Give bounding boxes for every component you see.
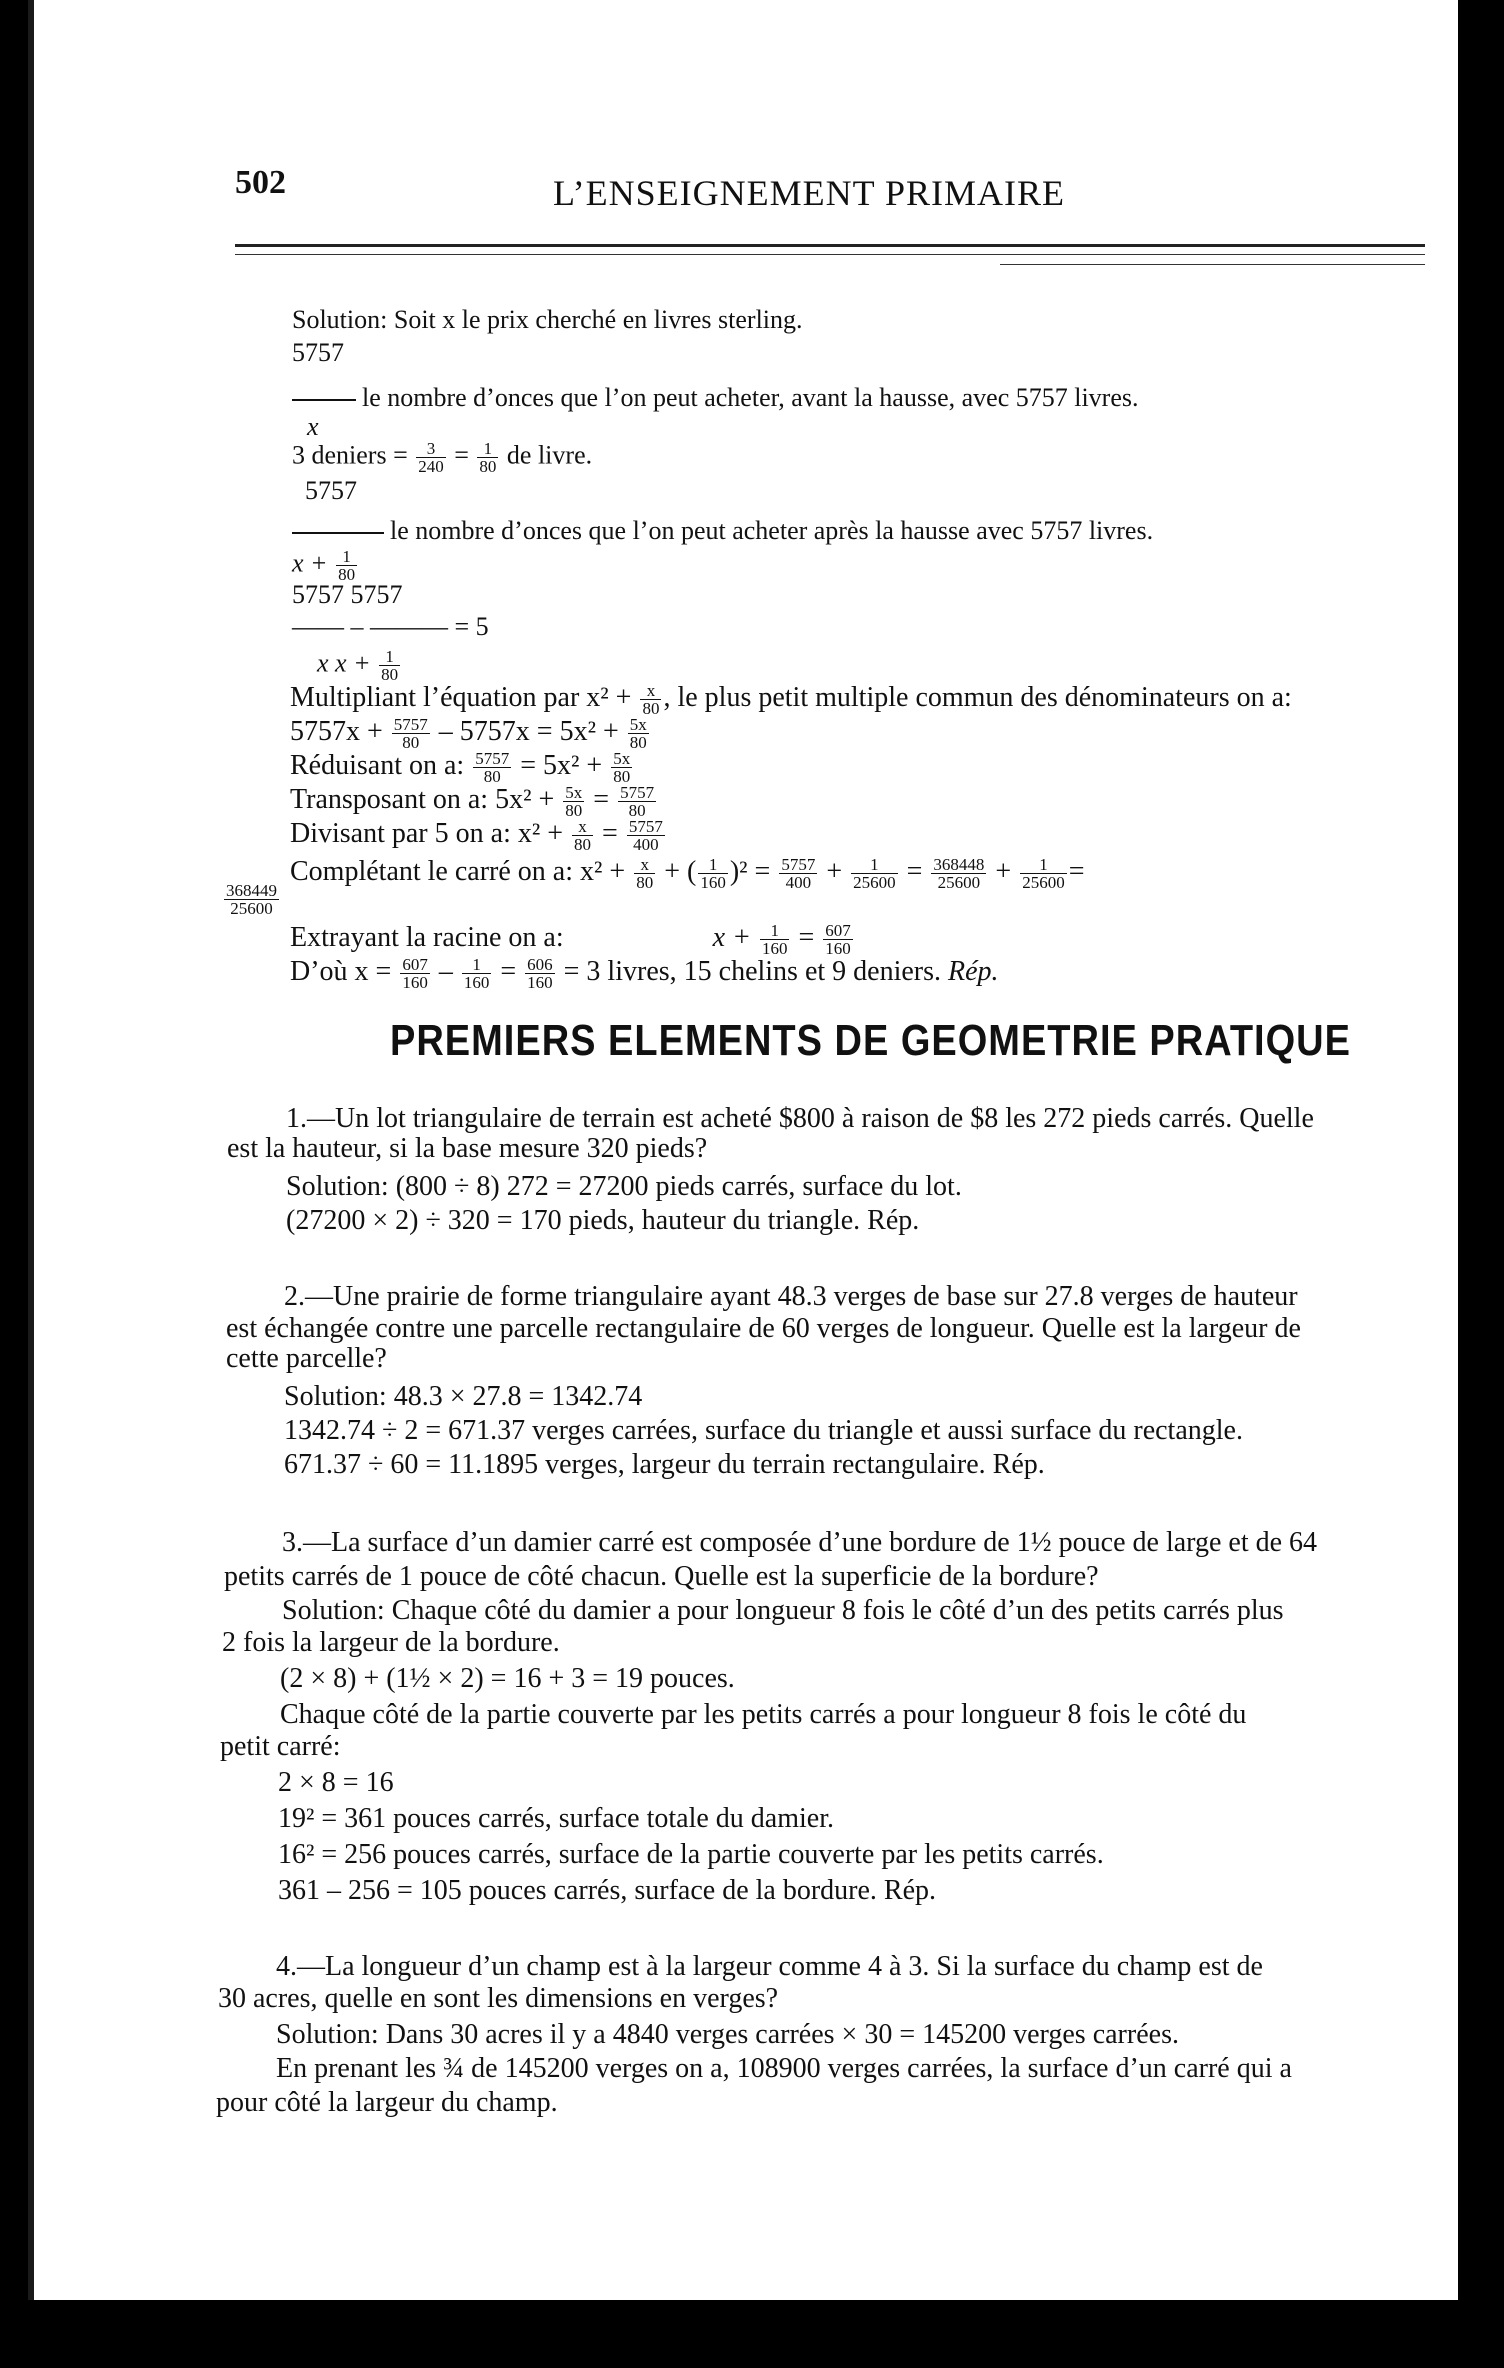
fraction-1-160: $\frac{1}{160}$ [463, 955, 490, 992]
problem-4-line: 4.—La longueur d’un champ est à la largeur comme 4 à 3. Si la surface du champ est de [276, 1951, 1263, 1982]
solution-line-18 [222, 882, 281, 917]
fraction-x-80: $\frac{x}{80}$ [636, 855, 654, 892]
problem-1-line: Solution: (800 ÷ 8) 272 = 27200 pieds carrés, surface du lot. [286, 1171, 962, 1202]
solution-line-11: x x + $\frac{1}{80}$ [317, 647, 399, 684]
problem-3-line: 3.—La surface d’un damier carré est composée d’une bordure de 1½ pouce de large et de 64 [282, 1527, 1318, 1558]
fraction-368448-25600: $\frac{368448}{25600}$ [933, 855, 985, 892]
solution-line-8: x + $\frac{1}{80}$ [292, 547, 356, 584]
solution-line-1: Solution: Soit x le prix cherché en livres sterling. [292, 305, 803, 334]
problem-3-line: Chaque côté de la partie couverte par les petits carrés a pour longueur 8 fois le côté du [280, 1699, 1247, 1730]
solution-line-15: Transposant on a: 5x² + $\frac{5x}{80}$ = $\frac{5757}{80}$ [290, 783, 655, 820]
fraction-1-25600: $\frac{1}{25600}$ [1022, 855, 1065, 892]
problem-1-line: est la hauteur, si la base mesure 320 pieds? [227, 1133, 708, 1164]
problem-3-line: petit carré: [220, 1731, 341, 1762]
fraction-5757-80: $\frac{5757}{80}$ [620, 783, 655, 820]
problem-2-line: 2.—Une prairie de forme triangulaire ayant 48.3 verges de base sur 27.8 verges de hauteur [284, 1281, 1298, 1312]
problem-3-line: 19² = 361 pouces carrés, surface totale du damier. [278, 1803, 834, 1834]
fraction-5757-400: $\frac{5757}{400}$ [781, 855, 816, 892]
header-rule-thin [235, 254, 1425, 255]
solution-line-13: 5757x + $\frac{5757}{80}$ – 5757x = 5x² + $\frac{5x}{80}$ [290, 715, 647, 752]
fraction-x-80: $\frac{x}{80}$ [574, 817, 592, 854]
solution-line-10: —— – ——— = 5 [292, 612, 489, 641]
problem-3-line: 16² = 256 pouces carrés, surface de la partie couverte par les petits carrés. [278, 1839, 1104, 1870]
problem-2-line: cette parcelle? [226, 1343, 387, 1374]
solution-line-19: Extrayant la racine on a: x + $\frac{1}{160}$ = $\frac{607}{160}$ [290, 921, 851, 958]
solution-line-2: 5757 [292, 338, 344, 367]
fraction-1-160: $\frac{1}{160}$ [761, 921, 788, 958]
problem-3-line: (2 × 8) + (1½ × 2) = 16 + 3 = 19 pouces. [280, 1663, 735, 1694]
header-rule-thin-end [1000, 264, 1425, 265]
fraction-5757-80: $\frac{5757}{80}$ [393, 715, 428, 752]
solution-line-9: 5757 5757 [292, 580, 403, 609]
fraction-606-160: $\frac{606}{160}$ [527, 955, 553, 992]
solution-line-12: Multipliant l’équation par x² + $\frac{x}{80}$ , le plus petit multiple commun des dénominateurs on a: [290, 681, 1292, 718]
scan-bottom-border [0, 2300, 1504, 2368]
fraction-368449-25600: $\frac{368449}{25600}$ [226, 881, 277, 918]
running-title: L’ENSEIGNEMENT PRIMAIRE [553, 173, 1066, 213]
problem-3-line: Solution: Chaque côté du damier a pour longueur 8 fois le côté d’un des petits carrés plus [282, 1595, 1284, 1626]
fraction-5x-80: $\frac{5x}{80}$ [629, 715, 647, 752]
problem-4-line: En prenant les ¾ de 145200 verges on a, 108900 verges carrées, la surface d’un carré qui a [276, 2053, 1292, 2084]
fraction-3-240: $\frac{3}{240}$ [418, 439, 444, 476]
solution-line-6: 5757 [305, 476, 357, 505]
section-heading: PREMIERS ELEMENTS DE GEOMETRIE PRATIQUE [390, 1016, 1351, 1066]
reponse-marker: Rép. [948, 955, 999, 987]
problem-3-line: 361 – 256 = 105 pouces carrés, surface de la bordure. Rép. [278, 1875, 937, 1906]
problem-2-line: 671.37 ÷ 60 = 11.1895 verges, largeur du terrain rectangulaire. Rép. [284, 1449, 1045, 1480]
solution-line-7: le nombre d’onces que l’on peut acheter après la hausse avec 5757 livres. [292, 516, 1153, 546]
problem-2-line: Solution: 48.3 × 27.8 = 1342.74 [284, 1381, 643, 1412]
problem-4-line: 30 acres, quelle en sont les dimensions en verges? [218, 1983, 779, 2014]
solution-line-17: Complétant le carré on a: x² + $\frac{x}{80}$ + ( $\frac{1}{160}$ )² = $\frac{5757}{400}$ + $\frac{1}{25600}$ = $\frac{368448}{25600}$ + $\frac{1}{25600}$ = [290, 855, 1085, 892]
fraction-5757-80: $\frac{5757}{80}$ [475, 749, 510, 786]
problem-3-line: petits carrés de 1 pouce de côté chacun. Quelle est la superficie de la bordure? [224, 1561, 1099, 1592]
solution-line-14: Réduisant on a: $\frac{5757}{80}$ = 5x² + $\frac{5x}{80}$ [290, 749, 631, 786]
problem-3-line: 2 × 8 = 16 [278, 1767, 394, 1798]
fraction-607-160: $\frac{607}{160}$ [402, 955, 428, 992]
header-rule [235, 244, 1425, 247]
fraction-5757-400: $\frac{5757}{400}$ [628, 817, 663, 854]
fraction-1-80: $\frac{1}{80}$ [479, 439, 497, 476]
fraction-1-25600: $\frac{1}{25600}$ [853, 855, 896, 892]
fraction-1-80: $\frac{1}{80}$ [381, 647, 399, 684]
problem-4-line: pour côté la largeur du champ. [216, 2087, 558, 2118]
page-number: 502 [235, 164, 286, 201]
fraction-x-80: $\frac{x}{80}$ [642, 681, 660, 718]
fraction-5x-80: $\frac{5x}{80}$ [613, 749, 631, 786]
fraction-607-160: $\frac{607}{160}$ [825, 921, 851, 958]
solution-line-4: x [307, 412, 319, 441]
fraction-5x-80: $\frac{5x}{80}$ [565, 783, 583, 820]
solution-line-3: le nombre d’onces que l’on peut acheter, avant la hausse, avec 5757 livres. [292, 383, 1139, 413]
fraction-1-80: $\frac{1}{80}$ [338, 547, 356, 584]
problem-1-line: (27200 × 2) ÷ 320 = 170 pieds, hauteur du triangle. Rép. [286, 1205, 920, 1236]
problem-2-line: est échangée contre une parcelle rectangulaire de 60 verges de longueur. Quelle est la largeur de [226, 1313, 1301, 1344]
solution-line-16: Divisant par 5 on a: x² + $\frac{x}{80}$ = $\frac{5757}{400}$ [290, 817, 663, 854]
solution-line-5: 3 deniers = $\frac{3}{240}$ = $\frac{1}{80}$ de livre. [292, 439, 593, 476]
problem-4-line: Solution: Dans 30 acres il y a 4840 verges carrées × 30 = 145200 verges carrées. [276, 2019, 1179, 2050]
solution-line-20: D’où x = $\frac{607}{160}$ – $\frac{1}{160}$ = $\frac{606}{160}$ = 3 livres, 15 chelins et 9 deniers. Rép. [290, 955, 999, 992]
problem-2-line: 1342.74 ÷ 2 = 671.37 verges carrées, surface du triangle et aussi surface du rectangle. [284, 1415, 1243, 1446]
fraction-1-160: $\frac{1}{160}$ [700, 855, 726, 892]
problem-1-line: 1.—Un lot triangulaire de terrain est acheté $800 à raison de $8 les 272 pieds carrés. Quelle [286, 1103, 1314, 1134]
problem-3-line: 2 fois la largeur de la bordure. [222, 1627, 560, 1658]
